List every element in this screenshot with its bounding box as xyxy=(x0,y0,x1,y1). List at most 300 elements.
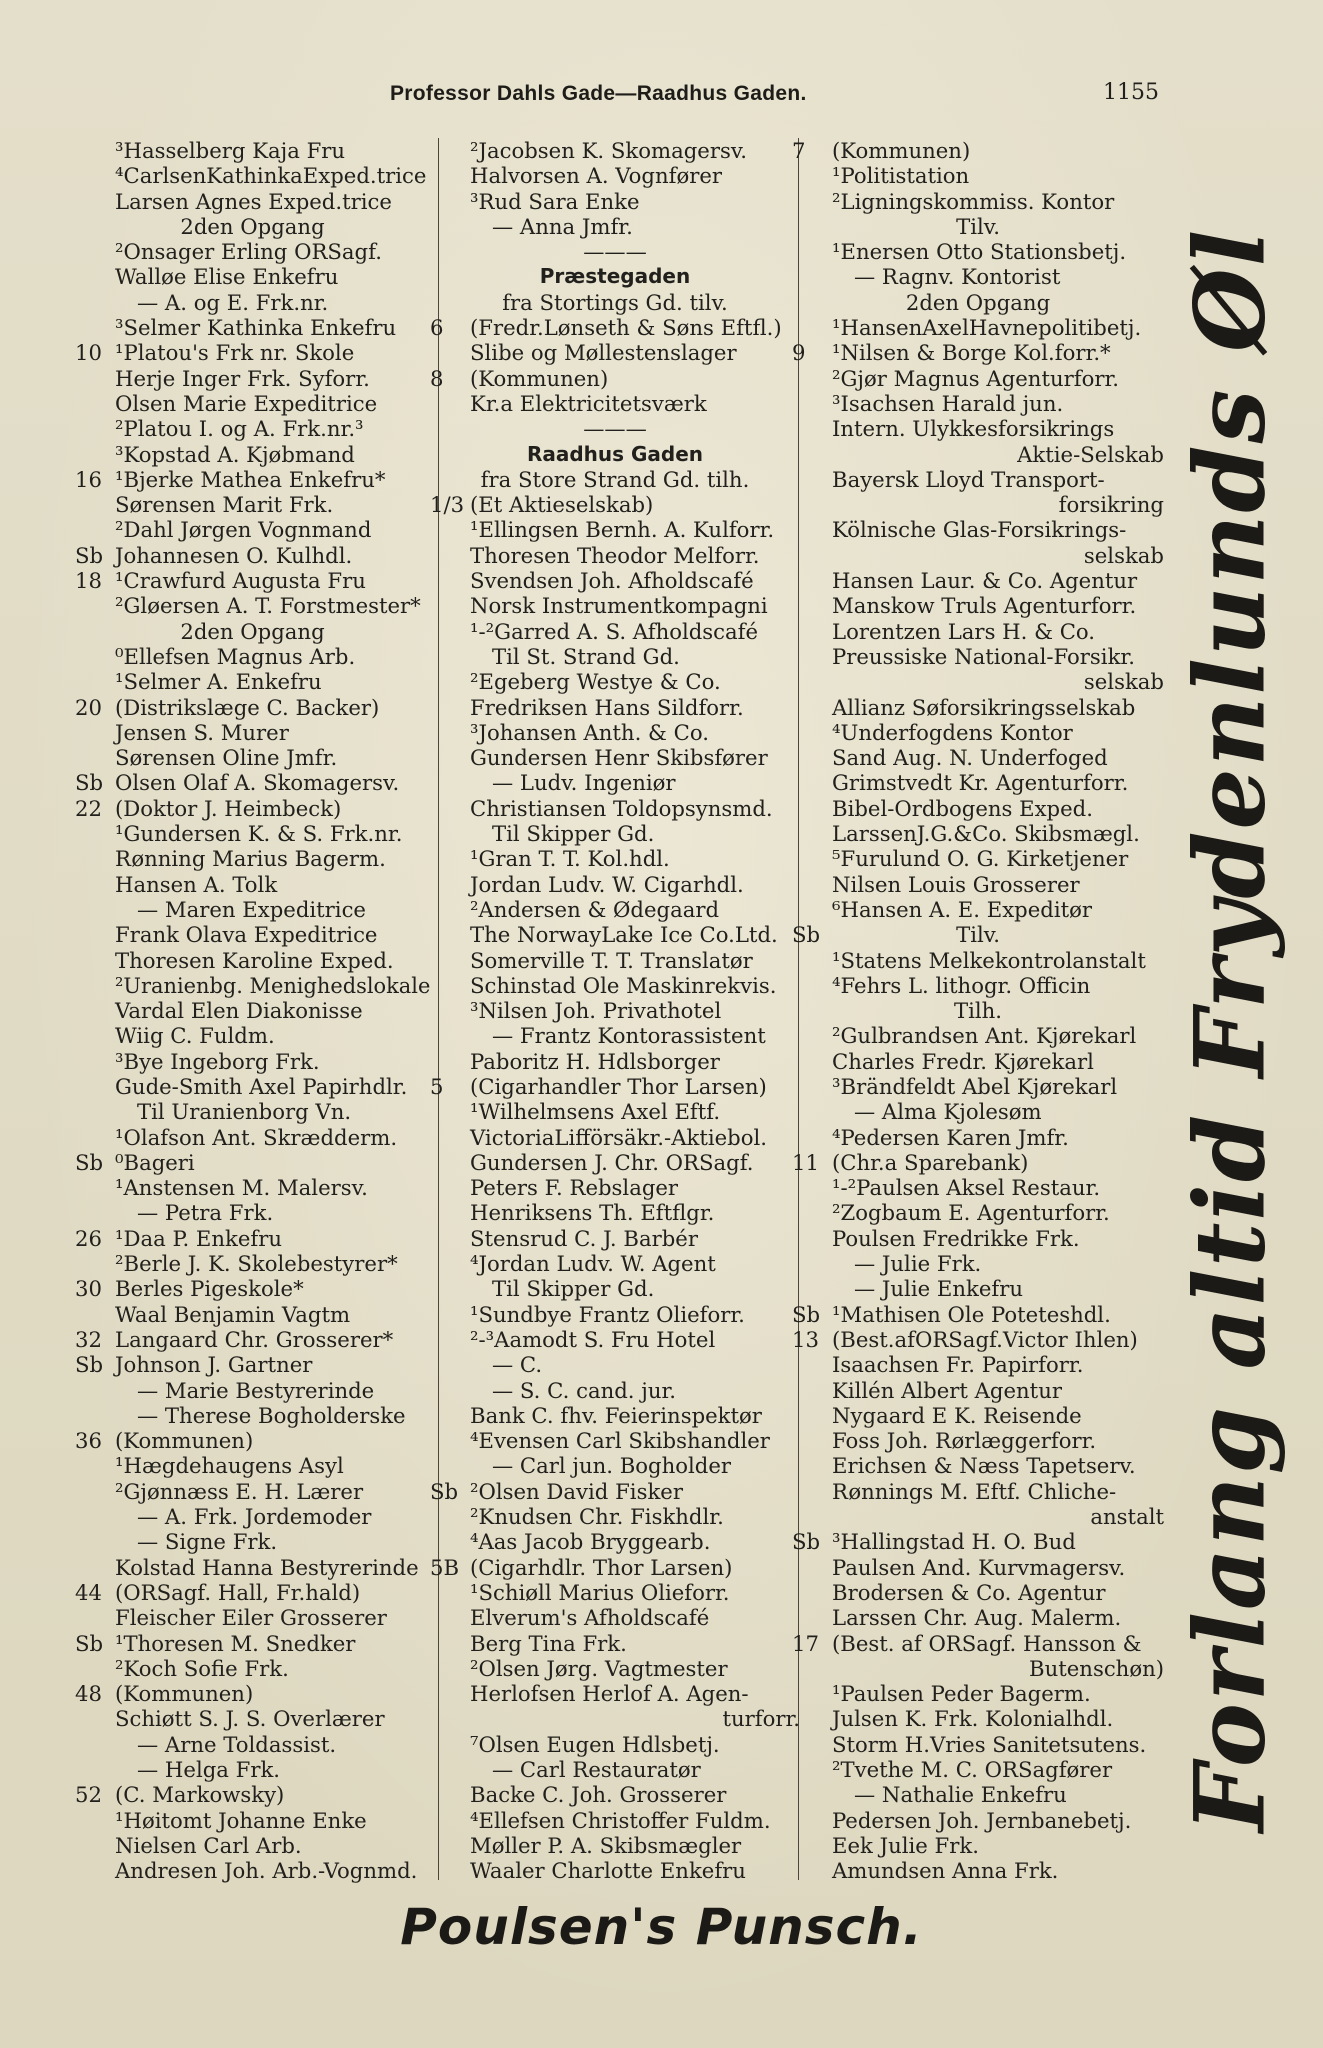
directory-entry xyxy=(792,948,1164,973)
house-number: Sb xyxy=(792,1301,821,1327)
directory-entry xyxy=(75,821,430,846)
directory-entry xyxy=(792,366,1164,391)
directory-entry xyxy=(792,1074,1164,1099)
entry-text: Nielsen Carl Arb. xyxy=(115,1832,302,1858)
entry-text: Tilh. xyxy=(953,998,1003,1024)
entry-text: Præstegaden xyxy=(539,264,691,289)
directory-entry xyxy=(792,543,1164,568)
directory-entry xyxy=(792,138,1164,163)
house-number: Sb xyxy=(75,1149,104,1175)
entry-text: ¹Platou's Frk nr. Skole xyxy=(115,340,355,366)
entry-text: Gundersen Henr Skibsfører xyxy=(470,745,768,771)
entry-text: ²Onsager Erling ORSagf. xyxy=(115,239,382,265)
entry-text: Waal Benjamin Vagtm xyxy=(115,1301,351,1327)
directory-entry xyxy=(75,1125,430,1150)
entry-text: — Frantz Kontorassistent xyxy=(492,1023,766,1049)
entry-text: Charles Fredr. Kjørekarl xyxy=(832,1048,1094,1074)
directory-entry xyxy=(430,1504,800,1529)
directory-entry xyxy=(792,695,1164,720)
entry-text: Elverum's Afholdscafé xyxy=(470,1605,710,1631)
entry-text: Hansen Laur. & Co. Agentur xyxy=(832,568,1138,594)
directory-entry xyxy=(430,695,800,720)
directory-entry xyxy=(75,1605,430,1630)
directory-entry xyxy=(792,1479,1164,1504)
entry-text: Larsen Agnes Exped.trice xyxy=(115,188,392,214)
entry-text: Henriksens Th. Eftflgr. xyxy=(470,1200,715,1226)
entry-text: Raadhus Gaden xyxy=(526,441,704,466)
directory-entry xyxy=(430,1580,800,1605)
entry-text: ²Olsen David Fisker xyxy=(470,1478,683,1504)
directory-entry xyxy=(430,619,800,644)
entry-text: ⁴Ellefsen Christoffer Fuldm. xyxy=(470,1807,771,1833)
entry-text: Bibel-Ordbogens Exped. xyxy=(832,795,1093,821)
house-number: 13 xyxy=(792,1326,819,1352)
entry-text: Kr.a Elektricitetsværk xyxy=(470,390,707,416)
directory-entry xyxy=(792,1175,1164,1200)
entry-text: — A. Frk. Jordemoder xyxy=(137,1504,372,1530)
entry-text: ¹Sundbye Frantz Olieforr. xyxy=(470,1301,745,1327)
directory-entry xyxy=(430,720,800,745)
entry-text: Allianz Søforsikringsselskab xyxy=(832,694,1136,720)
directory-entry xyxy=(430,290,800,315)
entry-text: Berg Tina Frk. xyxy=(470,1630,627,1656)
entry-text: (Kommunen) xyxy=(832,138,971,163)
entry-text: ⁰Bageri xyxy=(115,1149,195,1175)
directory-entry xyxy=(792,163,1164,188)
directory-entry xyxy=(430,1378,800,1403)
entry-text: ²Koch Sofie Frk. xyxy=(115,1655,289,1681)
directory-entry xyxy=(75,1327,430,1352)
directory-entry xyxy=(75,517,430,542)
entry-text: Butenschøn) xyxy=(1029,1655,1164,1681)
directory-entry xyxy=(430,1403,800,1428)
directory-entry xyxy=(792,1251,1164,1276)
entry-text: Kolstad Hanna Bestyrerinde xyxy=(115,1554,419,1580)
entry-text: ¹Høitomt Johanne Enke xyxy=(115,1807,367,1833)
directory-entry xyxy=(430,1681,800,1706)
entry-text: Norsk Instrumentkompagni xyxy=(470,593,768,619)
directory-entry xyxy=(75,745,430,770)
directory-entry xyxy=(75,1757,430,1782)
directory-entry xyxy=(430,1125,800,1150)
directory-entry xyxy=(430,1150,800,1175)
directory-entry xyxy=(792,1605,1164,1630)
directory-entry xyxy=(430,745,800,770)
directory-entry xyxy=(792,568,1164,593)
entry-text: ¹Wilhelmsens Axel Eftf. xyxy=(470,1099,721,1125)
entry-text: ³Isachsen Harald jun. xyxy=(832,390,1064,416)
entry-text: — Therese Bogholderske xyxy=(137,1402,406,1428)
entry-text: Larssen Chr. Aug. Malerm. xyxy=(832,1605,1122,1631)
entry-text: ²Platou I. og A. Frk.nr.³ xyxy=(115,416,364,442)
entry-text: — Julie Enkefru xyxy=(854,1276,1023,1302)
directory-entry xyxy=(792,1681,1164,1706)
directory-entry xyxy=(75,1580,430,1605)
entry-text: Peters F. Rebslager xyxy=(470,1175,679,1201)
entry-text: Preussiske National-Forsikr. xyxy=(832,643,1135,669)
entry-text: ¹Bjerke Mathea Enkefru* xyxy=(115,466,386,492)
directory-entry xyxy=(75,1251,430,1276)
entry-text: — Nathalie Enkefru xyxy=(854,1782,1067,1808)
entry-text: Thoresen Theodor Melforr. xyxy=(470,542,760,568)
directory-entry xyxy=(792,1125,1164,1150)
house-number: Sb xyxy=(75,770,104,796)
house-number: 18 xyxy=(75,568,102,594)
entry-text: — Maren Expeditrice xyxy=(137,896,366,922)
directory-entry xyxy=(792,1327,1164,1352)
directory-entry xyxy=(75,138,430,163)
entry-text: ³Nilsen Joh. Privathotel xyxy=(470,998,722,1024)
directory-entry xyxy=(430,163,800,188)
entry-text: Manskow Truls Agenturforr. xyxy=(832,593,1137,619)
house-number: 48 xyxy=(75,1681,102,1707)
directory-entry xyxy=(430,669,800,694)
entry-text: The NorwayLake Ice Co.Ltd. xyxy=(470,922,778,948)
directory-entry xyxy=(792,1378,1164,1403)
entry-text: ⁴CarlsenKathinkaExped.trice xyxy=(115,163,427,189)
house-number: Sb xyxy=(430,1478,459,1504)
directory-entry xyxy=(430,1656,800,1681)
directory-entry xyxy=(792,897,1164,922)
entry-text: — S. C. cand. jur. xyxy=(492,1377,677,1403)
directory-entry xyxy=(75,1378,430,1403)
directory-entry xyxy=(75,290,430,315)
directory-entry xyxy=(75,1681,430,1706)
entry-text: ¹-²Garred A. S. Afholdscafé xyxy=(470,618,759,644)
entry-text: Rønning Marius Bagerm. xyxy=(115,846,386,872)
directory-entry xyxy=(75,1352,430,1377)
directory-entry xyxy=(430,416,800,441)
directory-entry xyxy=(430,568,800,593)
entry-text: Poulsen Fredrikke Frk. xyxy=(832,1225,1080,1251)
directory-entry xyxy=(792,1428,1164,1453)
entry-text: — Helga Frk. xyxy=(137,1757,281,1782)
entry-text: ¹Olafson Ant. Skrædderm. xyxy=(115,1124,398,1150)
directory-entry xyxy=(792,1631,1164,1656)
house-number: 6 xyxy=(430,315,444,341)
entry-text: Halvorsen A. Vognfører xyxy=(470,163,723,189)
directory-entry xyxy=(792,644,1164,669)
entry-text: (Fredr.Lønseth & Søns Eftfl.) xyxy=(470,315,782,341)
entry-text: ⁴Jordan Ludv. W. Agent xyxy=(470,1251,716,1277)
entry-text: — Arne Toldassist. xyxy=(137,1731,337,1757)
entry-text: Killén Albert Agentur xyxy=(832,1377,1062,1403)
directory-entry xyxy=(792,1049,1164,1074)
directory-entry xyxy=(792,1226,1164,1251)
entry-text: ²Berle J. K. Skolebestyrer* xyxy=(115,1251,398,1277)
entry-text: Til Skipper Gd. xyxy=(492,821,655,847)
directory-entry xyxy=(792,391,1164,416)
entry-text: Nygaard E K. Reisende xyxy=(832,1402,1082,1428)
entry-text: Gude-Smith Axel Papirhdlr. xyxy=(115,1073,408,1099)
entry-text: Backe C. Joh. Grosserer xyxy=(470,1782,727,1808)
entry-text: Rønnings M. Eftf. Chliche- xyxy=(832,1478,1117,1504)
directory-entry xyxy=(430,973,800,998)
page-number: 1155 xyxy=(1103,80,1159,105)
directory-entry xyxy=(75,315,430,340)
directory-entry xyxy=(792,1858,1164,1883)
directory-entry xyxy=(430,1555,800,1580)
entry-text: ³Rud Sara Enke xyxy=(470,188,640,214)
house-number: 26 xyxy=(75,1225,102,1251)
entry-text: Lorentzen Lars H. & Co. xyxy=(832,618,1096,644)
directory-entry xyxy=(430,998,800,1023)
directory-entry xyxy=(430,1479,800,1504)
entry-text: selskab xyxy=(1083,542,1164,568)
directory-entry xyxy=(430,1251,800,1276)
entry-text: ²Gjønnæss E. H. Lærer xyxy=(115,1478,364,1504)
directory-entry xyxy=(75,391,430,416)
entry-text: Paboritz H. Hdlsborger xyxy=(470,1048,720,1074)
directory-entry xyxy=(75,442,430,467)
house-number: 7 xyxy=(792,138,806,163)
directory-entry xyxy=(75,163,430,188)
entry-text: ³Hallingstad H. O. Bud xyxy=(832,1529,1076,1555)
entry-text: — Marie Bestyrerinde xyxy=(137,1377,375,1403)
directory-entry xyxy=(75,467,430,492)
directory-entry xyxy=(792,745,1164,770)
entry-text: ²Knudsen Chr. Fiskhdlr. xyxy=(470,1504,724,1530)
entry-text: ²Dahl Jørgen Vognmand xyxy=(115,517,372,543)
directory-entry xyxy=(430,1428,800,1453)
directory-entry xyxy=(75,770,430,795)
entry-text: ¹Crawfurd Augusta Fru xyxy=(115,568,366,594)
entry-text: Waaler Charlotte Enkefru xyxy=(470,1858,746,1884)
directory-entry xyxy=(792,872,1164,897)
directory-entry xyxy=(75,796,430,821)
entry-text: — Ludv. Ingeniør xyxy=(492,770,676,796)
house-number: 11 xyxy=(792,1149,819,1175)
house-number: 17 xyxy=(792,1630,819,1656)
directory-column-2 xyxy=(430,138,800,1883)
directory-entry xyxy=(75,1631,430,1656)
directory-entry xyxy=(75,1276,430,1301)
directory-entry xyxy=(430,442,800,467)
entry-text: ²Gjør Magnus Agenturforr. xyxy=(832,365,1119,391)
house-number: 9 xyxy=(792,340,806,366)
directory-entry xyxy=(430,315,800,340)
entry-text: Julsen K. Frk. Kolonialhdl. xyxy=(832,1706,1114,1732)
house-number: 5B xyxy=(430,1554,460,1580)
directory-entry xyxy=(430,1327,800,1352)
directory-entry xyxy=(792,1023,1164,1048)
entry-text: Berles Pigeskole* xyxy=(115,1276,304,1302)
directory-entry xyxy=(792,1276,1164,1301)
entry-text: ¹Enersen Otto Stationsbetj. xyxy=(832,239,1127,265)
entry-text: Eek Julie Frk. xyxy=(832,1832,979,1858)
entry-text: ³Bye Ingeborg Frk. xyxy=(115,1048,320,1074)
directory-entry xyxy=(75,1453,430,1478)
directory-entry xyxy=(75,1150,430,1175)
entry-text: ¹Gran T. T. Kol.hdl. xyxy=(470,846,670,872)
directory-entry xyxy=(430,264,800,289)
entry-text: Bank C. fhv. Feierinspektør xyxy=(470,1402,762,1428)
directory-entry xyxy=(75,1656,430,1681)
entry-text: Christiansen Toldopsynsmd. xyxy=(470,795,773,821)
entry-text: Nilsen Louis Grosserer xyxy=(832,871,1080,897)
directory-entry xyxy=(792,1529,1164,1554)
directory-entry xyxy=(792,922,1164,947)
entry-text: — C. xyxy=(492,1352,543,1378)
directory-entry xyxy=(75,1706,430,1731)
entry-text: Til Uranienborg Vn. xyxy=(137,1099,352,1125)
directory-entry xyxy=(75,416,430,441)
entry-text: Schiøtt S. J. S. Overlærer xyxy=(115,1706,385,1732)
entry-text: ²Gulbrandsen Ant. Kjørekarl xyxy=(832,1023,1137,1049)
directory-entry xyxy=(430,644,800,669)
directory-entry xyxy=(75,1529,430,1554)
directory-entry xyxy=(75,1504,430,1529)
entry-text: Møller P. A. Skibsmægler xyxy=(470,1832,742,1858)
house-number: 5 xyxy=(430,1073,444,1099)
entry-text: Kölnische Glas-Forsikrings- xyxy=(832,517,1127,543)
directory-entry xyxy=(75,593,430,618)
directory-entry xyxy=(792,1706,1164,1731)
directory-entry xyxy=(792,1732,1164,1757)
directory-entry xyxy=(430,492,800,517)
directory-entry xyxy=(792,1833,1164,1858)
entry-text: Intern. Ulykkesforsikrings xyxy=(832,416,1115,442)
directory-entry xyxy=(430,1833,800,1858)
entry-text: ¹Mathisen Ole Poteteshdl. xyxy=(832,1301,1111,1327)
directory-entry xyxy=(75,1023,430,1048)
entry-text: Jensen S. Murer xyxy=(115,719,289,745)
house-number: 10 xyxy=(75,340,102,366)
directory-entry xyxy=(792,442,1164,467)
directory-entry xyxy=(75,973,430,998)
entry-text: Walløe Elise Enkefru xyxy=(115,264,339,290)
directory-entry xyxy=(430,517,800,542)
entry-text: ²Olsen Jørg. Vagtmester xyxy=(470,1655,728,1681)
directory-entry xyxy=(430,1175,800,1200)
entry-text: Bayersk Lloyd Transport- xyxy=(832,466,1105,492)
entry-text: ²Andersen & Ødegaard xyxy=(470,896,720,922)
directory-entry xyxy=(792,1453,1164,1478)
directory-entry xyxy=(430,1605,800,1630)
entry-text: Brodersen & Co. Agentur xyxy=(832,1579,1106,1605)
directory-entry xyxy=(792,290,1164,315)
entry-text: — Signe Frk. xyxy=(137,1529,278,1555)
directory-entry xyxy=(792,1150,1164,1175)
entry-text: Erichsen & Næss Tapetserv. xyxy=(832,1453,1136,1479)
house-number: Sb xyxy=(75,542,104,568)
directory-entry xyxy=(792,1808,1164,1833)
entry-text: ¹HansenAxelHavnepolitibetj. xyxy=(832,315,1142,341)
entry-text: — Carl jun. Bogholder xyxy=(492,1453,732,1479)
directory-entry xyxy=(792,1580,1164,1605)
house-number: 32 xyxy=(75,1326,102,1352)
directory-entry xyxy=(792,214,1164,239)
directory-entry xyxy=(75,1858,430,1883)
directory-entry xyxy=(75,897,430,922)
directory-entry xyxy=(792,315,1164,340)
entry-text: Gundersen J. Chr. ORSagf. xyxy=(470,1149,754,1175)
entry-text: (Kommunen) xyxy=(115,1681,254,1707)
house-number: 36 xyxy=(75,1428,102,1454)
entry-text: selskab xyxy=(1083,669,1164,695)
directory-entry xyxy=(792,264,1164,289)
directory-entry xyxy=(75,214,430,239)
directory-entry xyxy=(430,1808,800,1833)
directory-entry xyxy=(792,1302,1164,1327)
entry-text: Herlofsen Herlof A. Agen- xyxy=(470,1681,749,1707)
entry-text: turforr. xyxy=(722,1706,800,1732)
entry-text: ⁴Pedersen Karen Jmfr. xyxy=(832,1124,1069,1150)
entry-text: ²Tvethe M. C. ORSagfører xyxy=(832,1757,1113,1782)
entry-text: Sand Aug. N. Underfoged xyxy=(832,745,1108,771)
side-advertisement-text: Forlang altid Frydenlunds Øl xyxy=(1173,227,1287,1833)
directory-entry xyxy=(792,1352,1164,1377)
entry-text: ¹-²Paulsen Aksel Restaur. xyxy=(832,1175,1101,1201)
entry-text: ³Kopstad A. Kjøbmand xyxy=(115,441,355,467)
entry-text: — Anna Jmfr. xyxy=(492,213,633,239)
entry-text: (Et Aktieselskab) xyxy=(470,492,654,518)
entry-text: ¹Selmer A. Enkefru xyxy=(115,669,322,695)
entry-text: — Alma Kjolesøm xyxy=(854,1099,1042,1125)
entry-text: ²Egeberg Westye & Co. xyxy=(470,669,721,695)
entry-text: fra Stortings Gd. tilv. xyxy=(502,289,728,315)
entry-text: Olsen Olaf A. Skomagersv. xyxy=(115,770,400,796)
entry-text: Jordan Ludv. W. Cigarhdl. xyxy=(470,871,744,897)
entry-text: Til St. Strand Gd. xyxy=(492,643,680,669)
entry-text: ⁵Furulund O. G. Kirketjener xyxy=(832,846,1129,872)
entry-text: — Carl Restauratør xyxy=(492,1757,701,1782)
entry-text: LarssenJ.G.&Co. Skibsmægl. xyxy=(832,821,1140,847)
directory-entry xyxy=(792,239,1164,264)
house-number: 20 xyxy=(75,694,102,720)
entry-text: Amundsen Anna Frk. xyxy=(832,1858,1059,1884)
directory-entry xyxy=(792,1403,1164,1428)
directory-entry xyxy=(75,264,430,289)
entry-text: ⁶Hansen A. E. Expeditør xyxy=(832,896,1093,922)
entry-text: 2den Opgang xyxy=(180,213,325,239)
directory-entry xyxy=(75,872,430,897)
directory-entry xyxy=(792,517,1164,542)
side-advertisement xyxy=(1165,227,1295,1833)
directory-entry xyxy=(430,467,800,492)
directory-entry xyxy=(430,948,800,973)
house-number: 22 xyxy=(75,795,102,821)
entry-text: ¹Daa P. Enkefru xyxy=(115,1225,283,1251)
directory-entry xyxy=(75,1782,430,1807)
directory-entry xyxy=(430,1276,800,1301)
entry-text: Hansen A. Tolk xyxy=(115,871,278,897)
directory-entry xyxy=(75,922,430,947)
bottom-advertisement: Poulsen's Punsch. xyxy=(400,1898,923,1956)
entry-text: ³Johansen Anth. & Co. xyxy=(470,719,709,745)
entry-text: ²Gløersen A. T. Forstmester* xyxy=(115,593,421,619)
directory-entry xyxy=(792,340,1164,365)
entry-text: Paulsen And. Kurvmagersv. xyxy=(832,1554,1126,1580)
entry-text: ¹Thoresen M. Snedker xyxy=(115,1630,356,1656)
entry-text: Tilv. xyxy=(956,213,1000,239)
entry-text: ¹Hægdehaugens Asyl xyxy=(115,1453,344,1479)
entry-text: (Kommunen) xyxy=(115,1428,254,1454)
entry-text: Slibe og Møllestenslager xyxy=(470,340,737,366)
directory-entry xyxy=(792,1782,1164,1807)
house-number: 44 xyxy=(75,1579,102,1605)
entry-text: Til Skipper Gd. xyxy=(492,1276,655,1302)
entry-text: Sørensen Marit Frk. xyxy=(115,492,334,518)
directory-entry xyxy=(75,669,430,694)
entry-text: VictoriaLifförsäkr.-Aktiebol. xyxy=(470,1124,767,1150)
directory-entry xyxy=(430,189,800,214)
house-number: 16 xyxy=(75,466,102,492)
directory-entry xyxy=(75,239,430,264)
directory-entry xyxy=(75,720,430,745)
house-number: 1/3 xyxy=(430,492,465,518)
directory-entry xyxy=(430,770,800,795)
